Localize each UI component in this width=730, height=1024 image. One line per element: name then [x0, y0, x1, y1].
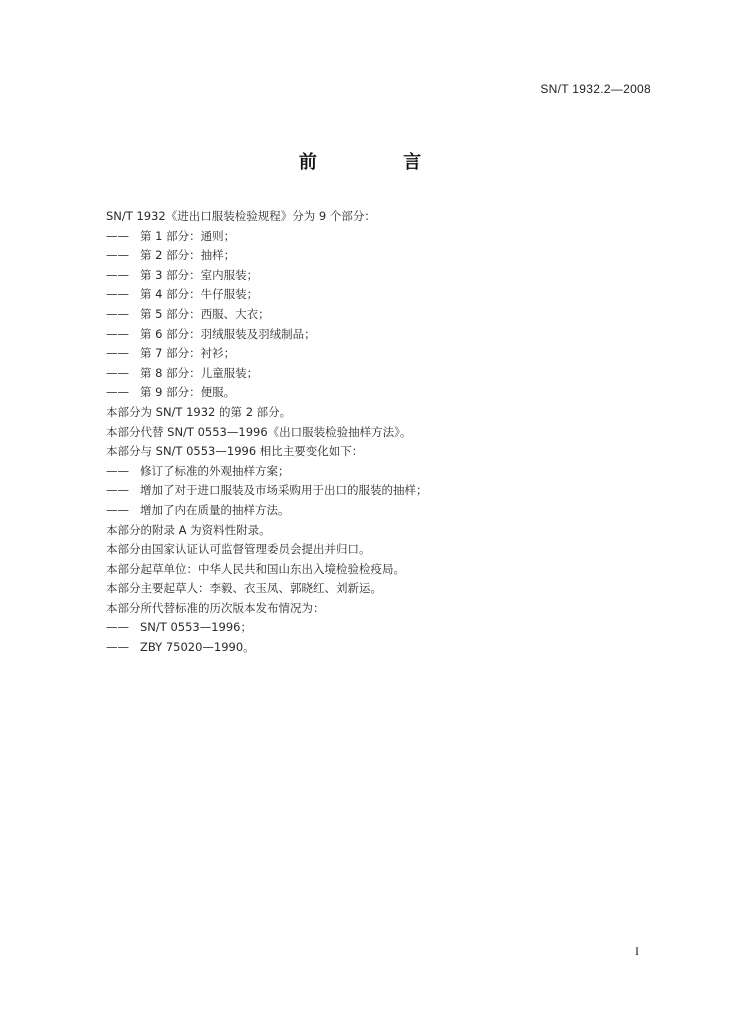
list-dash: —— [106, 620, 129, 635]
list-item [106, 501, 646, 521]
standard-code: SN/T 1932.2—2008 [540, 82, 651, 96]
list-item-text: 第 6 部分：羽绒服装及羽绒制品； [140, 326, 316, 341]
list-item [106, 266, 646, 286]
list-item [106, 383, 646, 403]
list-item [106, 344, 646, 364]
list-dash: —— [106, 346, 129, 361]
list-item-text: 第 1 部分：通则； [140, 228, 236, 243]
list-item [106, 305, 646, 325]
list-item-text: 第 2 部分：抽样； [140, 248, 236, 263]
parts-list [106, 227, 646, 403]
list-item [106, 618, 646, 638]
list-item-text: 增加了内在质量的抽样方法。 [140, 502, 290, 517]
list-item [106, 481, 646, 501]
intro-paragraph: SN/T 1932《进出口服装检验规程》分为 9 个部分： [106, 209, 376, 223]
statement-changes: 本部分与 SN/T 0553—1996 相比主要变化如下： [106, 444, 364, 459]
list-item-text: 第 7 部分：衬衫； [140, 346, 236, 361]
changes-list [106, 462, 646, 521]
page-title: 前 言 [298, 152, 462, 173]
statement-drafting-unit: 本部分起草单位：中华人民共和国山东出入境检验检疫局。 [106, 561, 405, 576]
list-item-text: ZBY 75020—1990。 [140, 640, 255, 655]
list-dash: —— [106, 463, 129, 478]
list-item-text: 第 3 部分：室内服装； [140, 267, 259, 282]
list-item [106, 638, 646, 658]
list-dash: —— [106, 267, 129, 282]
page-number: I [635, 944, 639, 958]
list-item [106, 364, 646, 384]
list-dash: —— [106, 248, 129, 263]
list-dash: —— [106, 483, 129, 498]
list-item-text: 第 4 部分：牛仔服装； [140, 287, 259, 302]
list-item [106, 325, 646, 345]
list-dash: —— [106, 365, 129, 380]
statement-proposed: 本部分由国家认证认可监督管理委员会提出并归口。 [106, 542, 371, 557]
list-dash: —— [106, 287, 129, 302]
history-list [106, 618, 646, 657]
list-item-text: SN/T 0553—1996； [140, 620, 252, 635]
list-item-text: 增加了对于进口服装及市场采购用于出口的服装的抽样； [140, 483, 428, 498]
statement-annex: 本部分的附录 A 为资料性附录。 [106, 522, 271, 537]
foreword-body [106, 207, 646, 658]
list-item [106, 227, 646, 247]
list-item-text: 第 8 部分：儿童服装； [140, 365, 259, 380]
statement-part: 本部分为 SN/T 1932 的第 2 部分。 [106, 404, 292, 419]
list-dash: —— [106, 502, 129, 517]
list-item-text: 第 9 部分：便服。 [140, 385, 236, 400]
list-dash: —— [106, 640, 129, 655]
list-item-text: 修订了标准的外观抽样方案； [140, 463, 290, 478]
list-item [106, 462, 646, 482]
list-item-text: 第 5 部分：西服、大衣； [140, 306, 270, 321]
list-dash: —— [106, 385, 129, 400]
list-dash: —— [106, 228, 129, 243]
list-item [106, 285, 646, 305]
list-item [106, 246, 646, 266]
list-dash: —— [106, 306, 129, 321]
list-dash: —— [106, 326, 129, 341]
statement-history: 本部分所代替标准的历次版本发布情况为： [106, 600, 325, 615]
statement-replace: 本部分代替 SN/T 0553—1996《出口服装检验抽样方法》。 [106, 424, 412, 439]
statement-drafters: 本部分主要起草人：李毅、衣玉凤、郭晓红、刘新运。 [106, 581, 382, 596]
